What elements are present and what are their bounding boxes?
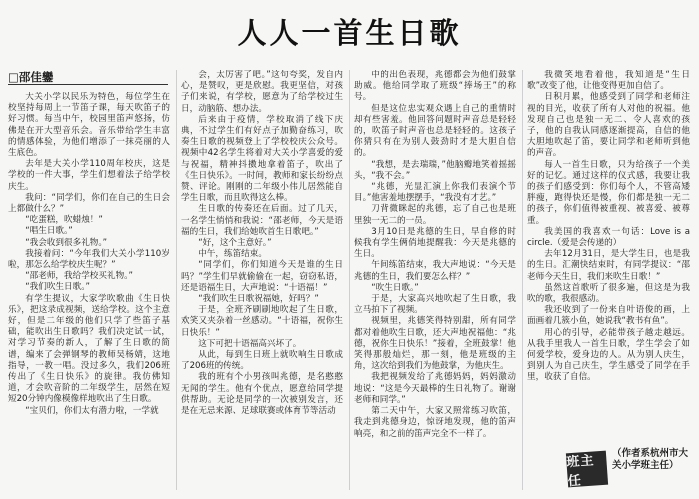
paragraph: “我想，是去瑞瑞，”他脑瓣地笑着摇摇头，“我不会。”	[354, 159, 516, 181]
paragraph: 3月10日是兆德的生日，早自修的时候我有学生俩俏地提醒我：今天是兆德的生日。	[354, 226, 516, 260]
paragraph: 有学生提议，大家学吹歌曲《生日快乐》，把这录成视频，送给学校。这个主意好，但是二年级的他们只学了些笛子基础，能吹出生日歌吗？我们决定试一试，对学习节奏的新人，了解了生日歌的简谱，编来了会弹钢琴的教师吴杨婧，这地指导，一教一唱。没过多久，我们206班传出了《生日快乐》的旋律。我仿佛知道，才会吹音阶的二年级学生，居然在短短20分钟内像模像样地吹出了生日歌。	[8, 293, 170, 405]
paragraph: 去年12月31日，是大学生日，也是我的生日。汇潮快结束时，有同学提议：“邵老师今天生日，我们来吹生日歌！”	[527, 249, 690, 282]
paragraph: 大关小学以民乐为特色，每位学生在校坚持每周上一节笛子课，每天吹笛子的好习惯。每当中午，校园里笛声悠扬，仿佛是在开大型音乐会。音乐带给学生丰富的情感体验，为他们增添了一抹亮丽的人生底色。	[8, 92, 170, 159]
paragraph: 第二天中午，大家又照常练习吹笛，我走到兆德身边，惊讶地发现，他的笛声响亮，和之前的笛声完全不一样了。	[354, 406, 516, 439]
paragraph: “宝贝们，你们太有潜力啦，一学就	[25, 405, 159, 416]
paragraph: 但是这位忠实观众遇上自己的重情时却有些害羞。他回答问题时声音总是轻轻的，吹笛子时声音也总是轻轻的。这孩子你猜只有在为别人鼓劲时才是大胆自信的。	[354, 103, 516, 159]
paragraph: 去年是大关小学110周年校庆，这是学校的一件大事，学生们想着法子给学校庆生。	[8, 159, 170, 192]
paragraph: 刀背微眯起的兆德，忘了自己也是班里独一无二的一员。	[354, 204, 516, 226]
byline-rule	[8, 84, 168, 85]
text-column-1	[8, 92, 170, 490]
paragraph: 从此，每到生日班上就吹响生日歌成了206班的传统。	[181, 350, 343, 372]
paragraph: “兆德，光显汇演上你我们表演个节目。”他害羞地摆摆手，“我没有才艺。”	[354, 182, 516, 204]
text-column-4	[527, 70, 690, 490]
paragraph: 中的出色表现，兆德都会为他们鼓掌助威。他给同学取了班级“捧场王”的称号。	[354, 70, 516, 103]
paragraph: 生日歌的传奏还在后面。过了几天，一名学生悄悄和我说：“邵老师，今天是语福的生日，我们给她吹首生日歌吧。”	[181, 204, 343, 237]
paragraph: 我的班有个小男孩叫兆德，是名憨憨无闻的学生。他有个优点，愿意给同学提供帮助。无论是同学的一次被别发言，还是在无忌来源、足球联赛或体育节等活动	[181, 372, 343, 417]
paragraph: 我问：“同学们，你们在自己的生日会上都做什么？”	[8, 192, 170, 215]
paragraph: 我微笑地看着他，我知道是“生日歌”改变了他，让他变得更加自信了。	[527, 70, 690, 92]
paragraph: “我们吹生日歌祝福她，好吗？”	[198, 294, 319, 305]
column-divider	[349, 70, 350, 490]
text-column-2	[181, 70, 343, 490]
paragraph: “我会收到很多礼物。”	[25, 237, 108, 248]
paragraph: 于是，大家高兴地吹起了生日歌，我立马拍下了视频。	[354, 294, 516, 316]
article-title: 人人一首生日歌	[237, 16, 462, 50]
paragraph: 于是，全班齐刷刷地吹起了生日歌，欢笑又夹杂着一丝感动。“十语福，祝你生日快乐！”	[181, 305, 343, 338]
text-column-3	[354, 70, 516, 490]
paragraph: 我接着问：“今年我们大关小学110岁啦，那怎么给学校庆生呢？”	[8, 248, 170, 271]
paragraph: “同学们，你们知道今天是谁的生日吗？”学生们早就偷偷在一起，窃窃私语，还是语福生日，大声地说：“十语福！”	[181, 260, 343, 293]
paragraph: 我把视频发给了兆德妈妈，妈妈激动地说：“这是今天最棒的生日礼物了。谢谢老师和同学。”	[354, 372, 516, 405]
paragraph: 视频里，兆德笑得特别甜，所有同学都对着他吹生日歌，还大声地祝福他：“兆德，祝你生日快乐！”接着，全班鼓掌！他笑得那般灿烂，那一刻，他是班级的主角，这次给到我们为他鼓掌，为他庆生。	[354, 316, 516, 372]
paragraph: “我们吹生日歌。”	[25, 282, 90, 293]
paragraph: “吃蛋糕，吹蜡烛！”	[25, 215, 103, 226]
column-seal-logo: 班主任	[566, 451, 608, 488]
column-divider	[176, 70, 177, 490]
paragraph: 后来由于疫情，学校取消了线下庆典，不过学生们有好点子加勤奋练习，吹奏生日歌的视频登上了学校校庆公众号。视频中42名学生将着对大关小学喜爱的爱与祝福，精神抖擞地拿着笛子，吹出了《生日快乐》。一时间，教师和家长纷纷点赞、评论。刚刚的二年级小伟儿居然能自学生日歌，而且吹得这么棒。	[181, 114, 343, 204]
paragraph: “邵老师，我给学校买礼物。”	[25, 271, 133, 282]
paragraph: 每人一首生日歌，只为给孩子一个美好的记忆。通过这样的仪式感，我要让我的孩子们感受到：你们每个人，不管高矮胖瘦，跑得快还是慢，你们都是独一无二的孩子，你们值得被重视、被喜爱、被尊重。	[527, 159, 690, 226]
paragraph: 会，太厉害了吧。”这句夸奖，发自内心，是赞叹，更是欣慰。我更坚信，对孩子们来说，有学校，愿意为了给学校过生日，动脑筋、想办法。	[181, 70, 343, 114]
paragraph: 午间练笛结束，我大声地说：“今天是兆德的生日，我们要怎么样？”	[354, 260, 516, 282]
column-divider	[522, 70, 523, 490]
paragraph: 日积月累，他感受到了同学和老师注视的目光，收获了所有人对他的祝福。他发现自己也是独一无二、令人喜欢的孩子，他的自我认同感逐渐提高，自信的他大胆地吹起了笛，要让同学和老师听到他的声音。	[527, 92, 690, 159]
paragraph: 虽然这首歌听了很多遍，但这是为我吹的歌，我很感动。	[527, 282, 690, 305]
paragraph: “唱生日歌。”	[25, 226, 73, 237]
byline: □邵佳鑾	[8, 70, 54, 84]
paragraph: 这下可把十语福高兴坏了。	[198, 338, 302, 349]
paragraph: 中午，练笛结束。	[198, 249, 267, 260]
paragraph: 我美国的我喜欢一句话：Love is a circle.（爱是会传递的）	[527, 226, 690, 249]
author-credit: （作者系杭州市大关小学班主任）	[612, 448, 689, 471]
paragraph: “吹生日歌。”	[371, 282, 419, 293]
paragraph: 用心的引导，必能带孩子越走越远。从我手里我人一首生日歌，学生学会了如何爱学校，爱身边的人。从为别人庆生，到别人为自己庆生，学生感受了同学在手里，收获了自信。	[527, 327, 690, 383]
paragraph: 我还收到了一份来自叶语俊的画，上面画着几簇小鱼，她说我“教书有鱼”。	[527, 305, 690, 327]
paragraph: “好，这个主意好。”	[198, 238, 272, 249]
